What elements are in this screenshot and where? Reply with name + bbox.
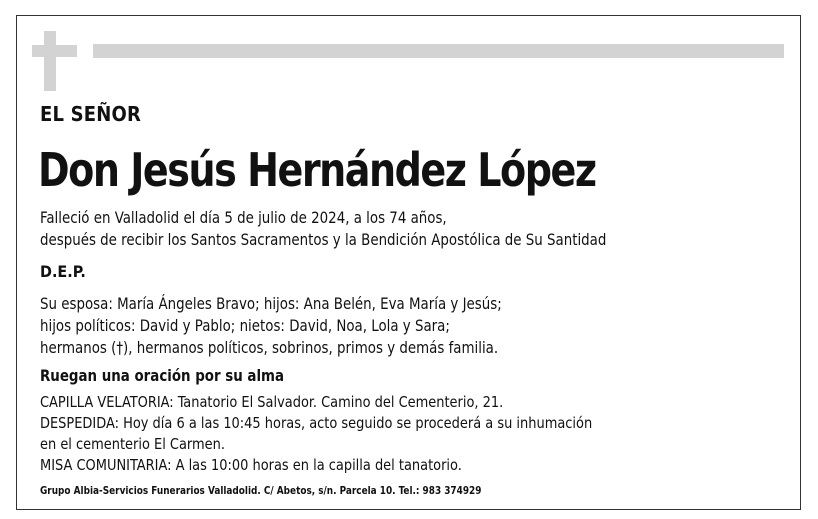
decorative-bar: [93, 44, 784, 58]
chapel-line: CAPILLA VELATORIA: Tanatorio El Salvador. Camino del Cementerio, 21.: [40, 393, 504, 411]
family-line-3: hermanos (†), hermanos políticos, sobrinos, primos y demás familia.: [40, 338, 499, 357]
mass-line: MISA COMUNITARIA: A las 10:00 horas en la capilla del tanatorio.: [40, 456, 462, 474]
deceased-name: Don Jesús Hernández López: [38, 143, 596, 197]
cross-icon-vertical: [44, 31, 56, 91]
cross-icon-horizontal: [32, 45, 77, 57]
rip-text: D.E.P.: [40, 262, 86, 281]
funeral-home-footer: Grupo Albia-Servicios Funerarios Valladolid. C/ Abetos, s/n. Parcela 10. Tel.: 983 374929: [40, 484, 482, 497]
title-prefix: EL SEÑOR: [40, 102, 142, 126]
death-line-1: Falleció en Valladolid el día 5 de julio de 2024, a los 74 años,: [40, 208, 447, 227]
family-line-1: Su esposa: María Ángeles Bravo; hijos: Ana Belén, Eva María y Jesús;: [40, 294, 502, 313]
farewell-line-2: en el cementerio El Carmen.: [40, 435, 225, 453]
family-line-2: hijos políticos: David y Pablo; nietos: David, Noa, Lola y Sara;: [40, 316, 450, 335]
farewell-line-1: DESPEDIDA: Hoy día 6 a las 10:45 horas, acto seguido se procederá a su inhumación: [40, 414, 593, 432]
prayer-request: Ruegan una oración por su alma: [40, 366, 285, 385]
death-line-2: después de recibir los Santos Sacramentos y la Bendición Apostólica de Su Santidad: [40, 230, 607, 249]
